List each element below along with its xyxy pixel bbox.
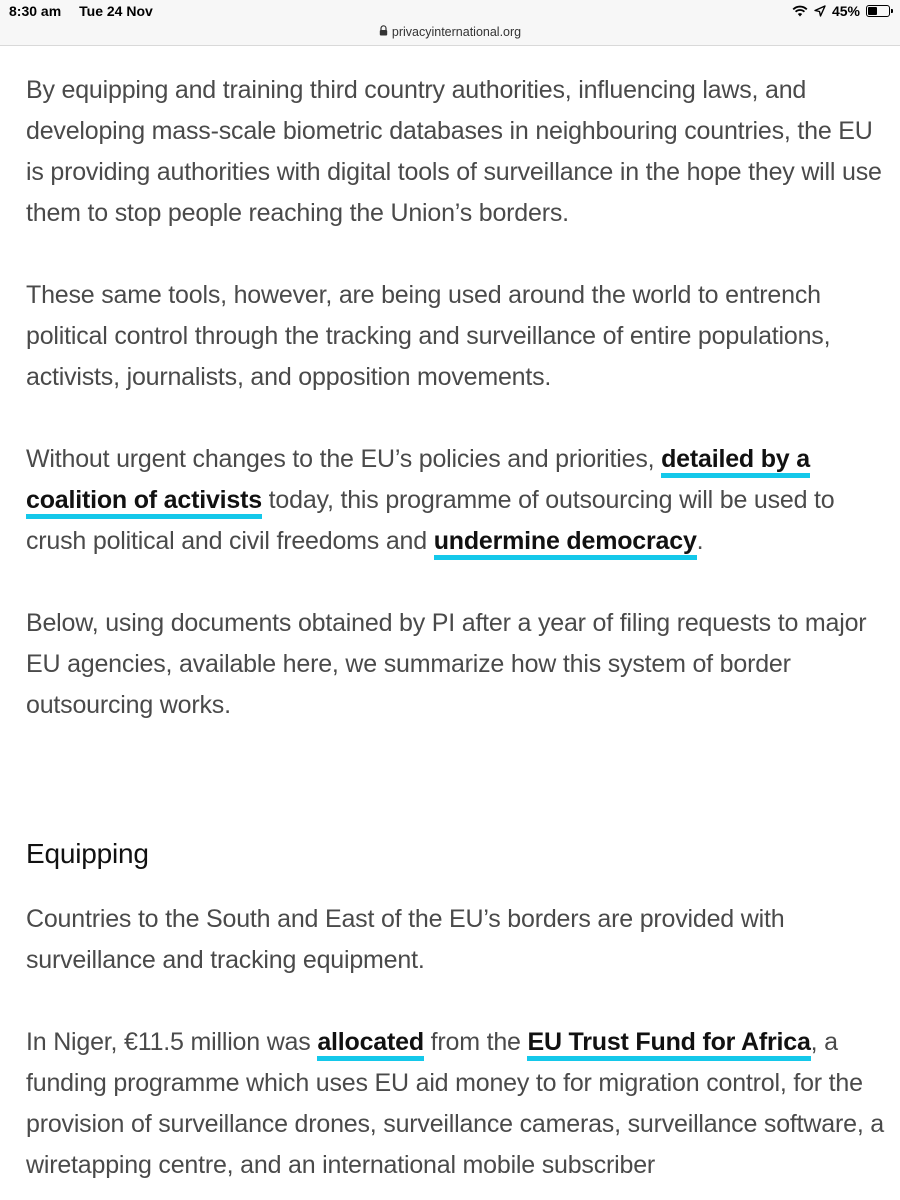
- link-coalition-of-activists[interactable]: detailed by a coalition of activists: [26, 445, 810, 519]
- paragraph-6-text-before: In Niger, €11.5 million was: [26, 1028, 318, 1056]
- battery-fill: [868, 7, 877, 15]
- lock-icon: [379, 25, 388, 39]
- paragraph-6-text-after: , a funding programme which uses EU aid money to for migration control, for the provision of surveillance drones, surveillance cameras, surveillance software, a wiretapping centre, and an international mobile subscriber: [26, 1028, 885, 1179]
- status-left: [9, 3, 153, 19]
- status-time: 8:30 am: [9, 3, 62, 19]
- paragraph-2: These same tools, however, are being used around the world to entrench political control through the tracking and surveillance of entire populations, activists, journalists, and opposition movements.: [26, 281, 831, 391]
- paragraph-3: [26, 439, 896, 562]
- battery-icon: [866, 5, 890, 17]
- battery-percent: 45%: [831, 3, 860, 19]
- wifi-icon: [792, 5, 808, 17]
- url-bar[interactable]: [0, 24, 900, 46]
- url-field[interactable]: [379, 25, 521, 39]
- status-bar: [0, 0, 900, 24]
- paragraph-5: Countries to the South and East of the EU’s borders are provided with surveillance and tracking equipment.: [26, 905, 785, 974]
- article-body: [26, 70, 896, 1200]
- paragraph-3-text-after: .: [696, 527, 704, 555]
- paragraph-4: Below, using documents obtained by PI after a year of filing requests to major EU agencies, available here, we summarize how this system of border outsourcing works.: [26, 609, 867, 719]
- link-undermine-democracy[interactable]: undermine democracy: [434, 527, 697, 560]
- link-allocated[interactable]: allocated: [317, 1028, 424, 1061]
- status-right: [792, 3, 890, 19]
- location-arrow-icon: [814, 5, 826, 17]
- paragraph-6: [26, 1022, 896, 1186]
- section-heading-equipping: Equipping: [26, 838, 149, 869]
- paragraph-3-text-middle: today, this programme of outsourcing will be used to crush political and civil freedoms and: [26, 486, 835, 555]
- status-date: Tue 24 Nov: [79, 3, 153, 19]
- paragraph-1: By equipping and training third country authorities, influencing laws, and developing mass-scale biometric databases in neighbouring countries, the EU is providing authorities with digital tools of surveillance in the hope they will use them to stop people reaching the Union’s borders.: [26, 76, 882, 227]
- url-domain: privacyinternational.org: [391, 25, 522, 39]
- link-eu-trust-fund-for-africa[interactable]: EU Trust Fund for Africa: [527, 1028, 810, 1061]
- paragraph-6-text-middle: from the: [423, 1028, 528, 1056]
- paragraph-3-text-before: Without urgent changes to the EU’s policies and priorities,: [26, 445, 662, 473]
